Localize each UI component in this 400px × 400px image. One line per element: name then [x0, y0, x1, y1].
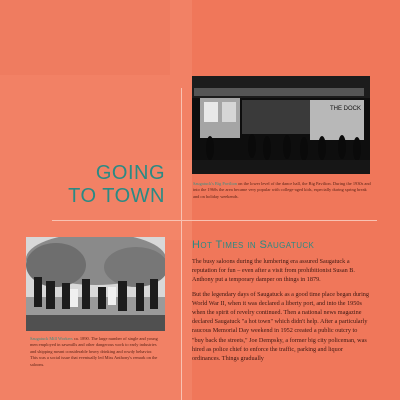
article-heading: Hot Times in Saugatuck [192, 239, 315, 251]
title-line-1: GOING [95, 162, 165, 184]
mill-workers-caption-highlight: Saugatuck Mill Workers [30, 336, 73, 341]
dance-hall-photo [192, 76, 370, 174]
dock-sign: THE DOCK [330, 106, 362, 112]
mill-workers-caption [30, 336, 160, 368]
mill-workers-photo [26, 237, 165, 331]
article-body [192, 257, 370, 368]
title-line-2: TO TOWN [68, 185, 165, 207]
dance-hall-caption-text: on the lower level of the dance hall, the Big Pavilion. During the 1930s and into the 1960s the area became very popular with college-aged kids, especially during spring break and on holiday weekends. [193, 181, 371, 199]
horizontal-rule [52, 220, 377, 221]
dance-hall-caption [193, 181, 371, 200]
page-title [50, 162, 165, 208]
dance-hall-caption-highlight: Saugatuck's Big Pavilion [193, 181, 237, 186]
background-panel-top [0, 0, 170, 75]
article-paragraph: But the legendary days of Saugatuck as a good time place began during World War II, when it was declared a liberty port, and into the 1950s when the spirit of revelry continued. Then a national news magazine declared Saugatuck "a hot town" which didn't help. After a particularly raucous Memorial Day weekend in 1952 created a public outcry to "buy back the streets," Joe Dempsky, a former big city policeman, was hired as police chief to enforce the traffic, parking and liquor ordinances. Things gradually [192, 290, 369, 363]
mill-workers-caption-text: ca. 1890. The large number of single and young men employed in sawmills and other dangerous work to early industries and shipping meant considerable heavy drinking and rowdy behavior. This was a social issue that eventually led Miss Anthony's remark on the saloons. [30, 336, 158, 367]
article-paragraph: The busy saloons during the lumbering era assured Saugatuck a reputation for fun – even after a visit from prohibitionist Susan B. Anthony put a temporary damper on things in 1879. [192, 258, 355, 284]
vertical-rule [181, 88, 182, 400]
